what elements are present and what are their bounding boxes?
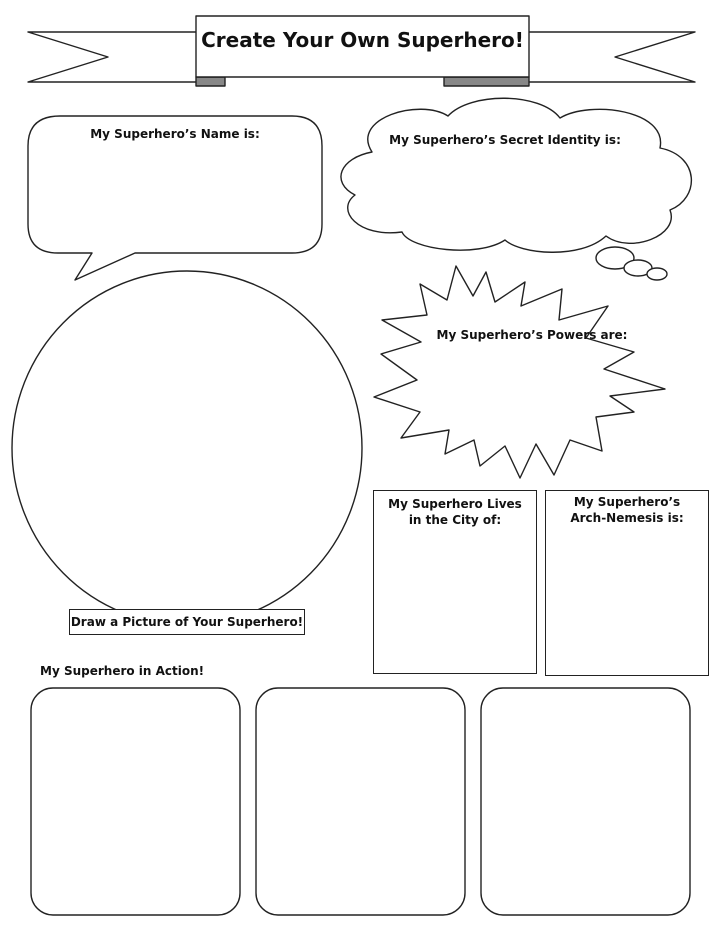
nemesis-box[interactable] [545, 490, 709, 676]
powers-burst-label: My Superhero’s Powers are: [436, 328, 628, 342]
banner-left-tail [28, 32, 200, 82]
city-box[interactable] [373, 490, 537, 674]
identity-writing-area[interactable] [370, 152, 670, 232]
action-heading: My Superhero in Action! [40, 664, 205, 678]
identity-cloud-label: My Superhero’s Secret Identity is: [389, 133, 621, 147]
page-title: Create Your Own Superhero! [201, 28, 524, 52]
name-bubble-label: My Superhero’s Name is: [90, 127, 260, 141]
picture-caption-box [69, 609, 305, 635]
banner-right-fold [444, 77, 529, 86]
action-panel-3[interactable] [481, 688, 690, 915]
picture-drawing-area[interactable] [40, 300, 334, 600]
name-writing-area[interactable] [36, 146, 314, 246]
picture-caption: Draw a Picture of Your Superhero! [70, 615, 304, 629]
nemesis-box-label: My Superhero’s Arch-Nemesis is: [570, 495, 684, 525]
action-panel-2[interactable] [256, 688, 465, 915]
powers-writing-area[interactable] [440, 348, 620, 418]
banner-right-tail [525, 32, 695, 82]
city-box-label: My Superhero Lives in the City of: [388, 497, 522, 527]
banner-left-fold [196, 77, 225, 86]
action-panel-1[interactable] [31, 688, 240, 915]
cloud-thought-dot-small [647, 268, 667, 280]
